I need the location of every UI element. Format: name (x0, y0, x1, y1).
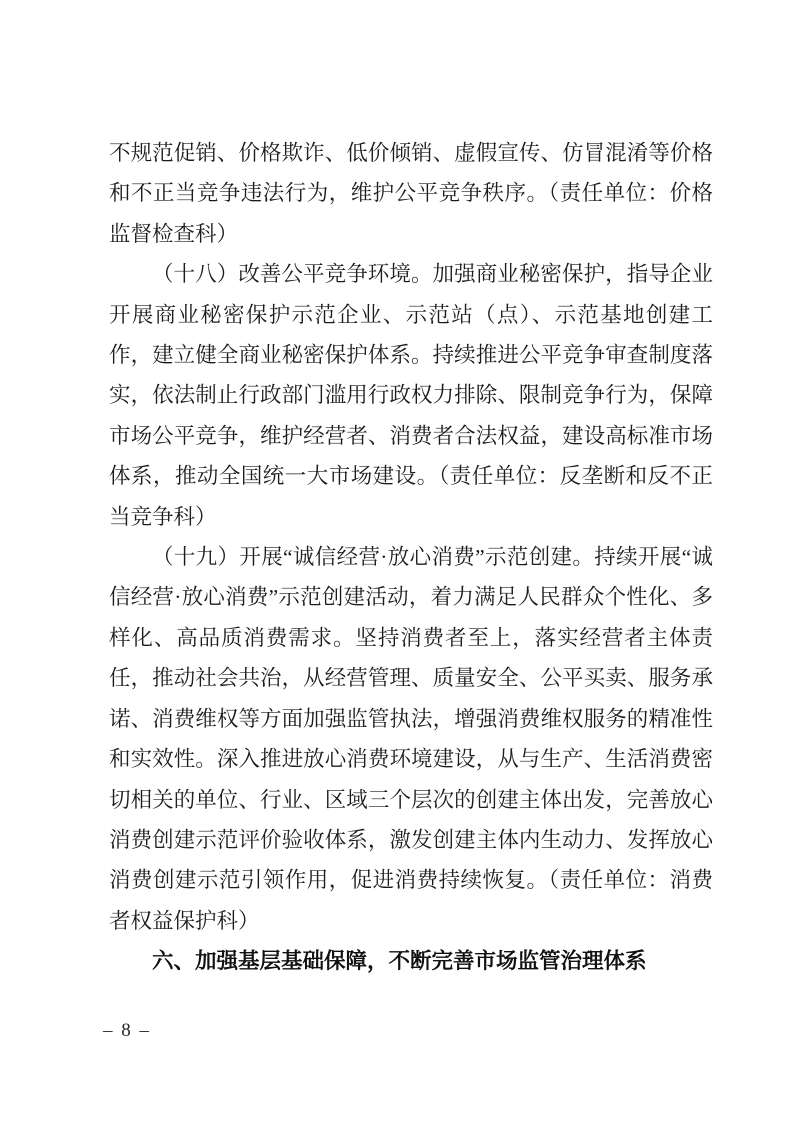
paragraph-item-19 (109, 537, 713, 941)
item-19-body: 持续开展“诚信经营·放心消费”示范创建活动，着力满足人民群众个性化、多样化、高品质消费需求。坚持消费者至上，落实经营者主体责任，推动社会共治，从经营管理、质量安全、公平买卖、服务承诺、消费维权等方面加强监管执法，增强消费维权服务的精准性和实效性。深入推进放心消费环境建设，从与生产、生活消费密切相关的单位、行业、区域三个层次的创建主体出发，完善放心消费创建示范评价验收体系，激发创建主体内生动力、发挥放心消费创建示范引领作用，促进消费持续恢复。（责任单位：消费者权益保护科） (109, 545, 713, 933)
item-18-lead: （十八）改善公平竞争环境。 (152, 262, 433, 287)
section-heading-6: 六、加强基层基础保障，不断完善市场监管治理体系 (152, 949, 647, 974)
item-18-body: 加强商业秘密保护，指导企业开展商业秘密保护示范企业、示范站（点）、示范基地创建工作，建立健全商业秘密保护体系。持续推进公平竞争审查制度落实，依法制止行政部门滥用行政权力排除、限制竞争行为，保障市场公平竞争，维护经营者、消费者合法权益，建设高标准市场体系，推动全国统一大市场建设。（责任单位：反垄断和反不正当竞争科） (109, 262, 713, 529)
item-19-lead: （十九）开展“诚信经营·放心消费”示范创建。 (152, 545, 595, 570)
page-number: – 8 – (103, 1020, 151, 1041)
paragraph-item-18 (109, 254, 713, 537)
document-body (109, 133, 713, 982)
paragraph-continuation: 不规范促销、价格欺诈、低价倾销、虚假宣传、仿冒混淆等价格和不正当竞争违法行为，维护公平竞争秩序。（责任单位：价格监督检查科） (109, 141, 713, 246)
